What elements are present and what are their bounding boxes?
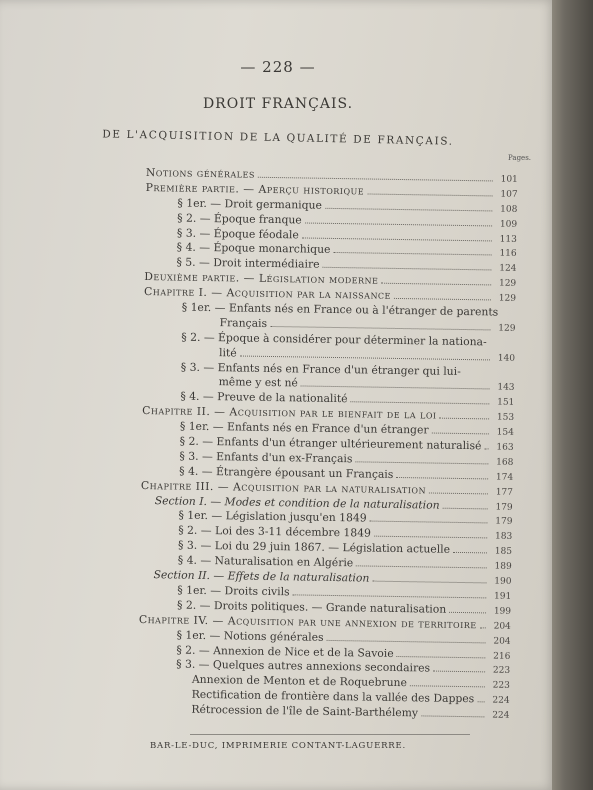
toc-entry-title: Rectification de frontière dans la vallée des Dappes bbox=[191, 687, 475, 706]
toc-entry-page: 129 bbox=[498, 293, 517, 304]
toc-entry-page: 199 bbox=[493, 606, 512, 617]
dot-leader bbox=[322, 267, 491, 271]
toc-entry-page: 223 bbox=[492, 680, 510, 692]
toc-entry-title: § 4. — Époque monarchique bbox=[176, 240, 331, 257]
toc-entry-title: § 3. — Époque féodale bbox=[176, 226, 299, 241]
dot-leader bbox=[302, 237, 492, 241]
toc-entry-page: 129 bbox=[498, 278, 517, 290]
toc-entry-title: § 1er. — Droit germanique bbox=[177, 196, 323, 212]
dot-leader bbox=[421, 715, 484, 717]
toc-entry-page: 151 bbox=[497, 397, 515, 409]
toc-entry-title: § 1er. — Législation jusqu'en 1849 bbox=[178, 509, 367, 525]
toc-entry-title: Section I. — Modes et condition de la naturalisation bbox=[154, 493, 440, 512]
dot-leader bbox=[429, 492, 488, 494]
toc-entry-page: 174 bbox=[495, 472, 514, 483]
dot-leader bbox=[372, 581, 486, 584]
toc-entry-title: § 1er. — Enfants nés en France d'un étranger bbox=[179, 419, 429, 437]
dot-leader bbox=[356, 566, 487, 569]
dot-leader bbox=[293, 594, 487, 598]
toc-entry-title: § 5. — Droit intermédiaire bbox=[176, 255, 320, 272]
toc-entry-title: Première partie. — Aperçu historique bbox=[145, 180, 365, 198]
dot-leader bbox=[333, 252, 491, 255]
toc-entry-title: § 2. — Enfants d'un étranger ultérieurement naturalisé bbox=[179, 434, 482, 453]
chapter-subheading: DE L'ACQUISITION DE LA QUALITÉ DE FRANÇAIS. bbox=[102, 128, 454, 148]
toc-entry-title: Chapitre III. — Acquisition par la naturalisation bbox=[140, 478, 427, 497]
toc-entry-page: 140 bbox=[497, 353, 516, 364]
toc-entry-title: § 3. — Loi du 29 juin 1867. — Législation actuelle bbox=[177, 538, 451, 557]
toc-entry-page: 113 bbox=[499, 234, 517, 245]
dot-leader bbox=[327, 640, 486, 643]
dot-leader bbox=[367, 193, 492, 196]
toc-entry-page: 177 bbox=[495, 487, 513, 498]
dot-leader bbox=[305, 222, 492, 226]
dot-leader bbox=[240, 355, 490, 360]
toc-entry-title: même y est né bbox=[218, 375, 298, 390]
footer-rule bbox=[190, 734, 470, 735]
dot-leader bbox=[440, 418, 490, 420]
toc-entry-title: § 2. — Époque franque bbox=[177, 211, 302, 227]
toc-entry-page: 109 bbox=[499, 219, 518, 230]
dot-leader bbox=[374, 536, 487, 539]
toc-entry-page: 153 bbox=[496, 412, 515, 424]
toc-entry-title: § 2. — Loi des 3-11 décembre 1849 bbox=[178, 523, 372, 540]
toc-entry-page: 224 bbox=[492, 710, 510, 721]
toc-entry-title: § 1er. — Notions générales bbox=[176, 628, 324, 644]
toc-entry-page: 204 bbox=[493, 621, 511, 632]
toc-entry-page: 216 bbox=[493, 651, 511, 662]
toc-entry-page: 189 bbox=[494, 561, 512, 572]
toc-entry-title: § 1er. — Enfants nés en France ou à l'étranger de parents bbox=[181, 300, 499, 319]
toc-entry-page: 223 bbox=[492, 665, 511, 677]
dot-leader bbox=[480, 627, 486, 628]
dot-leader bbox=[301, 386, 490, 390]
toc-entry-page: 116 bbox=[499, 249, 517, 260]
toc-entry-title: § 3. — Enfants d'un ex-Français bbox=[179, 449, 353, 466]
toc-entry-page: 163 bbox=[496, 442, 514, 453]
dot-leader bbox=[397, 655, 486, 657]
dot-leader bbox=[410, 685, 485, 687]
toc-entry-title: Chapitre IV. — Acquisition par une annexion de territoire bbox=[138, 612, 477, 631]
section-heading: DROIT FRANÇAIS. bbox=[202, 96, 354, 112]
toc-entry-title: § 2. — Annexion de Nice et de la Savoie bbox=[176, 643, 394, 660]
dot-leader bbox=[370, 521, 488, 524]
book-binding-edge bbox=[552, 0, 593, 790]
dot-leader bbox=[351, 402, 490, 405]
toc-entry-title: Section II. — Effets de la naturalisation bbox=[153, 568, 370, 585]
printer-imprint: BAR-LE-DUC, IMPRIMERIE CONTANT-LAGUERRE. bbox=[149, 741, 406, 751]
dot-leader bbox=[355, 461, 488, 464]
toc-entry-page: 124 bbox=[499, 263, 517, 275]
dot-leader bbox=[453, 552, 487, 554]
toc-entry-title: § 2. — Droits politiques. — Grande naturalisation bbox=[177, 598, 447, 616]
toc-entry-page: 185 bbox=[494, 546, 513, 558]
dot-leader bbox=[484, 448, 488, 449]
dot-leader bbox=[449, 612, 486, 614]
toc-entry-title: § 1er. — Droits civils bbox=[177, 583, 290, 599]
toc-entry-page: 101 bbox=[500, 174, 518, 185]
toc-entry-title: Notions générales bbox=[145, 166, 255, 181]
toc-entry-page: 190 bbox=[494, 576, 512, 587]
dot-leader bbox=[381, 283, 491, 286]
toc-entry-page: 191 bbox=[494, 591, 512, 602]
toc-entry-title: Rétrocession de l'île de Saint-Barthélemy bbox=[191, 702, 419, 720]
toc-entry-page: 179 bbox=[495, 517, 513, 528]
toc-entry-page: 108 bbox=[500, 204, 518, 215]
dot-leader bbox=[433, 671, 485, 673]
pages-column-label: Pages. bbox=[508, 154, 532, 162]
toc-entry-title: § 4. — Étrangère épousant un Français bbox=[179, 464, 394, 481]
page-number: — 228 — bbox=[240, 58, 316, 76]
toc-entry-title: Chapitre II. — Acquisition par le bienfait de la loi bbox=[142, 404, 437, 422]
toc-entry-title: Deuxième partie. — Législation moderne bbox=[144, 270, 379, 287]
toc-entry-title: § 3. — Enfants nés en France d'un étranger qui lui- bbox=[180, 360, 461, 378]
dot-leader bbox=[394, 298, 491, 301]
toc-entry-page: 179 bbox=[495, 502, 513, 513]
toc-entry-title: Français bbox=[219, 316, 268, 330]
toc-entry-page: 143 bbox=[497, 383, 515, 394]
toc-entry-page: 204 bbox=[493, 636, 511, 647]
toc-entry-title: lité bbox=[218, 345, 237, 360]
dot-leader bbox=[258, 177, 493, 182]
dot-leader bbox=[325, 208, 492, 212]
toc-entry-page: 154 bbox=[496, 427, 514, 438]
toc-entry-title: § 4. — Naturalisation en Algérie bbox=[177, 553, 354, 570]
toc-entry-title: § 4. — Preuve de la nationalité bbox=[180, 389, 348, 406]
toc-entry-title: Chapitre I. — Acquisition par la naissance bbox=[143, 285, 392, 302]
toc-entry-title: Annexion de Menton et de Roquebrune bbox=[191, 673, 408, 690]
toc-entry-page: 107 bbox=[500, 189, 518, 200]
toc-entry-page: 224 bbox=[492, 695, 510, 706]
toc-entry-title: § 2. — Époque à considérer pour déterminer la nationa- bbox=[181, 330, 487, 349]
toc-entry-page: 129 bbox=[498, 323, 516, 334]
dot-leader bbox=[477, 701, 484, 702]
table-of-contents bbox=[137, 166, 518, 723]
dot-leader bbox=[396, 477, 488, 479]
dot-leader bbox=[443, 507, 488, 509]
toc-entry-page: 183 bbox=[494, 531, 513, 543]
toc-entry-page: 168 bbox=[496, 457, 514, 468]
toc-entry-title: § 3. — Quelques autres annexions secondaires bbox=[176, 657, 431, 675]
dot-leader bbox=[270, 326, 490, 330]
dot-leader bbox=[431, 433, 488, 435]
